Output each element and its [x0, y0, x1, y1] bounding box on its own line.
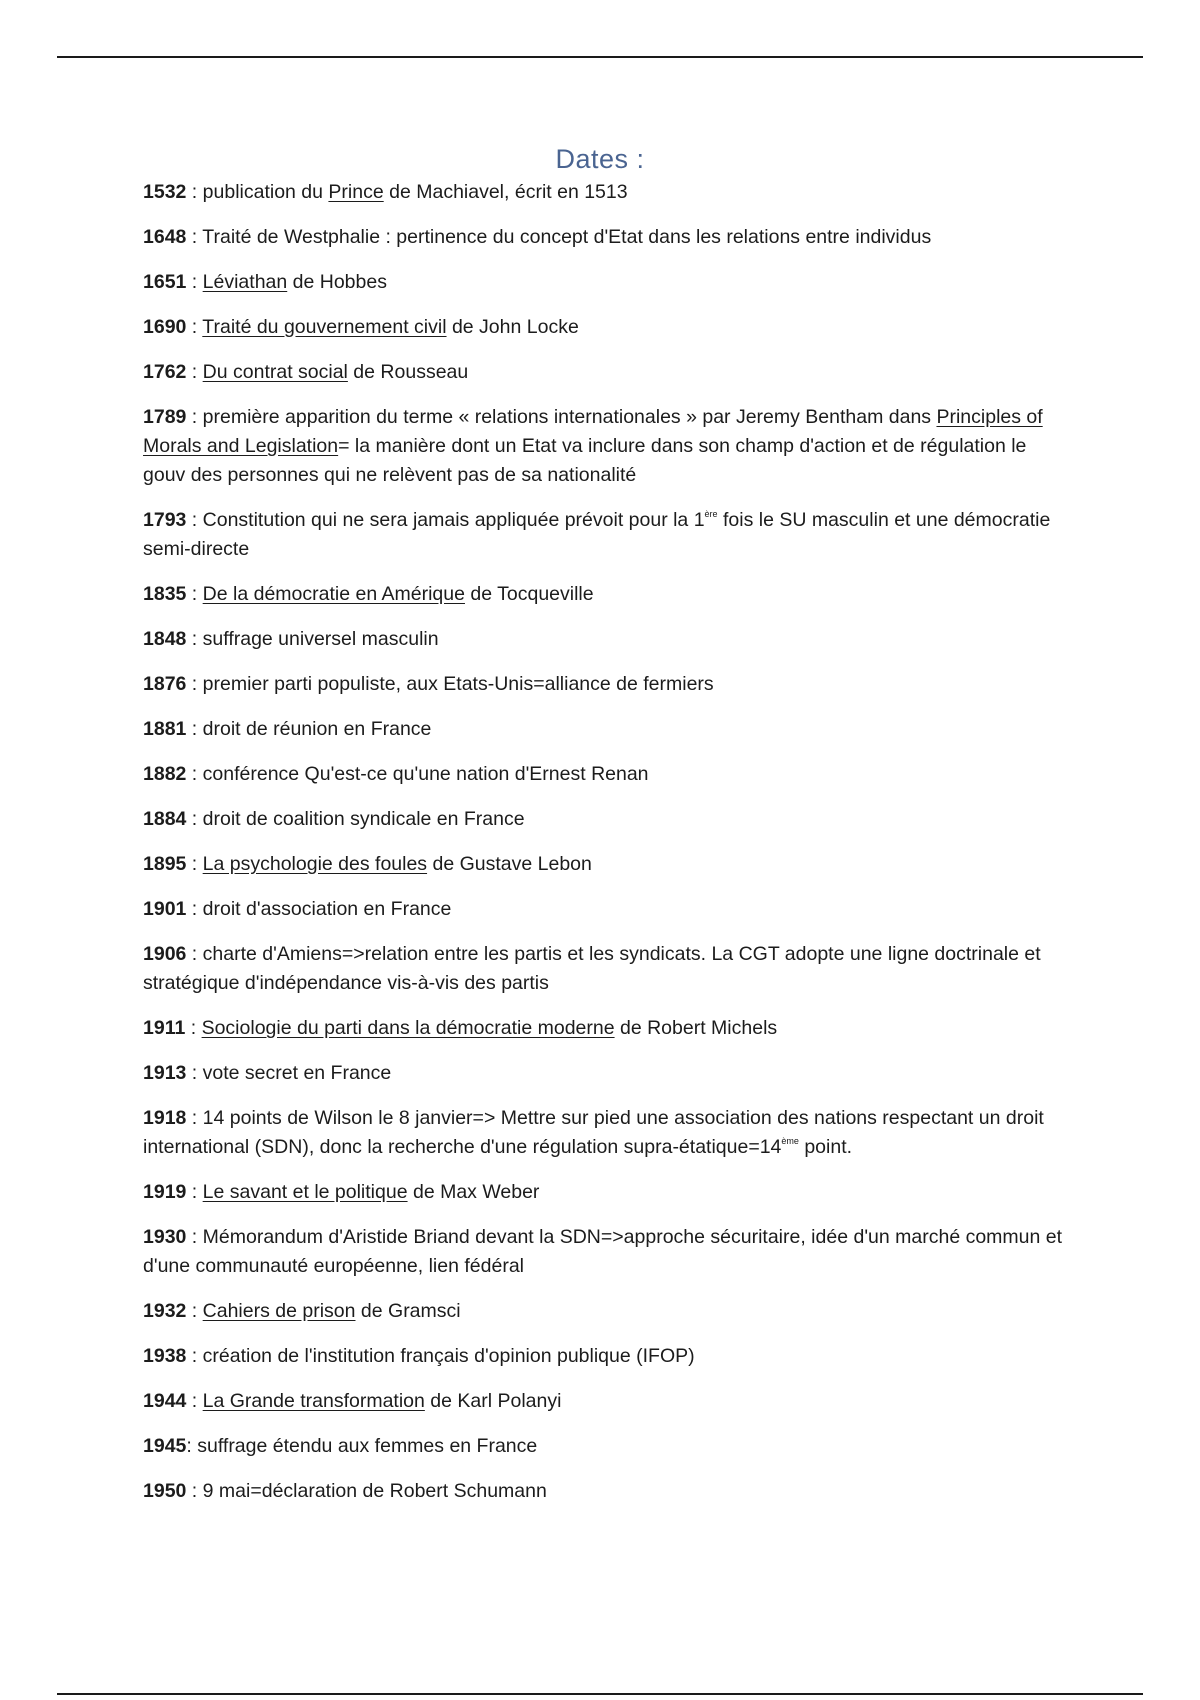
entry-text: point.: [798, 1136, 853, 1158]
entry-separator: :: [186, 361, 203, 383]
entry-separator: :: [186, 673, 203, 695]
entry-text: suffrage universel masculin: [202, 628, 439, 650]
date-entry: [143, 1104, 1063, 1162]
entry-text: Mémorandum d'Aristide Briand devant la SDN=>approche sécuritaire, idée d'un marché commun et d'une communauté européenne, lien fédéral: [143, 1226, 1063, 1277]
work-title: Prince: [328, 181, 384, 203]
date-entry: [143, 1059, 1063, 1088]
entry-year: 1532: [143, 181, 187, 203]
work-title: Le savant et le politique: [202, 1181, 408, 1203]
entry-year: 1944: [143, 1390, 187, 1412]
entry-year: 1911: [143, 1017, 186, 1039]
ordinal-suffix: ère: [704, 509, 718, 519]
entry-text: suffrage étendu aux femmes en France: [197, 1435, 538, 1457]
entry-separator: :: [186, 406, 203, 428]
entry-year: 1876: [143, 673, 187, 695]
date-entry: [143, 403, 1063, 490]
entry-separator: :: [186, 1062, 203, 1084]
entry-separator: :: [186, 853, 203, 875]
work-title: Principles of Morals and Legislation: [143, 406, 1043, 457]
dates-list: [143, 178, 1063, 1522]
work-title: De la démocratie en Amérique: [202, 583, 465, 605]
entry-separator: :: [186, 763, 203, 785]
entry-separator: :: [186, 1226, 203, 1248]
work-title: Léviathan: [202, 271, 288, 293]
entry-separator: :: [186, 316, 203, 338]
entry-separator: :: [186, 226, 203, 248]
entry-text: Constitution qui ne sera jamais appliquée prévoit pour la 1: [202, 509, 705, 531]
date-entry: [143, 805, 1063, 834]
date-entry: [143, 1223, 1063, 1281]
date-entry: [143, 760, 1063, 789]
entry-year: 1906: [143, 943, 187, 965]
entry-text: de Machiavel, écrit en 1513: [383, 181, 628, 203]
entry-year: 1882: [143, 763, 187, 785]
entry-text: de Gramsci: [355, 1300, 461, 1322]
entry-separator: :: [186, 271, 203, 293]
entry-separator: :: [186, 943, 203, 965]
work-title: Cahiers de prison: [202, 1300, 356, 1322]
entry-text: création de l'institution français d'opinion publique (IFOP): [202, 1345, 695, 1367]
date-entry: [143, 1178, 1063, 1207]
date-entry: [143, 1477, 1063, 1506]
entry-year: 1651: [143, 271, 187, 293]
entry-separator: :: [185, 1017, 202, 1039]
entry-year: 1901: [143, 898, 187, 920]
date-entry: [143, 895, 1063, 924]
date-entry: [143, 580, 1063, 609]
date-entry: [143, 223, 1063, 252]
date-entry: [143, 178, 1063, 207]
entry-separator: :: [186, 808, 203, 830]
entry-text: 9 mai=déclaration de Robert Schumann: [202, 1480, 547, 1502]
date-entry: [143, 715, 1063, 744]
entry-text: fois le SU masculin et une démocratie semi-directe: [143, 509, 1051, 560]
date-entry: [143, 1432, 1063, 1461]
entry-text: = la manière dont un Etat va inclure dans son champ d'action et de régulation le gouv des personnes qui ne relèvent pas de sa nationalité: [143, 435, 1027, 486]
entry-text: de Karl Polanyi: [424, 1390, 562, 1412]
entry-year: 1690: [143, 316, 187, 338]
work-title: La Grande transformation: [202, 1390, 425, 1412]
entry-year: 1762: [143, 361, 187, 383]
date-entry: [143, 1014, 1063, 1043]
entry-text: première apparition du terme « relations internationales » par Jeremy Bentham dans: [202, 406, 937, 428]
entry-text: vote secret en France: [202, 1062, 392, 1084]
entry-text: premier parti populiste, aux Etats-Unis=alliance de fermiers: [202, 673, 714, 695]
entry-year: 1918: [143, 1107, 187, 1129]
date-entry: [143, 1342, 1063, 1371]
date-entry: [143, 1297, 1063, 1326]
entry-separator: :: [186, 898, 203, 920]
entry-separator: :: [186, 1390, 203, 1412]
footer-rule: [57, 1693, 1143, 1695]
work-title: Sociologie du parti dans la démocratie moderne: [201, 1017, 615, 1039]
header-rule: [57, 56, 1143, 58]
entry-year: 1950: [143, 1480, 187, 1502]
entry-text: charte d'Amiens=>relation entre les partis et les syndicats. La CGT adopte une ligne doctrinale et stratégique d'indépendance vis-à-vis des partis: [143, 943, 1041, 994]
entry-year: 1945: [143, 1435, 187, 1457]
date-entry: [143, 313, 1063, 342]
work-title: Traité du gouvernement civil: [202, 316, 447, 338]
entry-separator: :: [186, 1107, 203, 1129]
date-entry: [143, 670, 1063, 699]
entry-year: 1895: [143, 853, 187, 875]
entry-text: de Robert Michels: [614, 1017, 778, 1039]
entry-text: de Gustave Lebon: [427, 853, 592, 875]
entry-text: droit de coalition syndicale en France: [202, 808, 525, 830]
entry-year: 1881: [143, 718, 187, 740]
entry-separator: :: [186, 718, 203, 740]
entry-text: conférence Qu'est-ce qu'une nation d'Ernest Renan: [202, 763, 649, 785]
entry-separator: :: [186, 1345, 203, 1367]
entry-year: 1835: [143, 583, 187, 605]
entry-year: 1884: [143, 808, 187, 830]
entry-separator: :: [186, 1181, 203, 1203]
entry-text: 14 points de Wilson le 8 janvier=> Mettre sur pied une association des nations respectant un droit international (SDN), donc la recherche d'une régulation supra-étatique=14: [143, 1107, 1044, 1158]
entry-text: publication du: [202, 181, 329, 203]
ordinal-suffix: ème: [781, 1136, 799, 1146]
date-entry: [143, 940, 1063, 998]
entry-text: Traité de Westphalie : pertinence du concept d'Etat dans les relations entre individus: [202, 226, 932, 248]
entry-year: 1932: [143, 1300, 187, 1322]
entry-year: 1919: [143, 1181, 187, 1203]
entry-separator: :: [186, 583, 203, 605]
entry-separator: :: [186, 628, 203, 650]
entry-text: de Max Weber: [407, 1181, 540, 1203]
entry-separator: :: [186, 1435, 198, 1457]
entry-separator: :: [186, 509, 203, 531]
entry-year: 1848: [143, 628, 187, 650]
entry-text: de John Locke: [446, 316, 579, 338]
date-entry: [143, 850, 1063, 879]
entry-year: 1930: [143, 1226, 187, 1248]
entry-separator: :: [186, 1300, 203, 1322]
date-entry: [143, 625, 1063, 654]
entry-year: 1938: [143, 1345, 187, 1367]
entry-separator: :: [186, 181, 203, 203]
entry-text: droit de réunion en France: [202, 718, 432, 740]
date-entry: [143, 1387, 1063, 1416]
page-title: Dates :: [555, 144, 645, 174]
entry-year: 1913: [143, 1062, 187, 1084]
work-title: La psychologie des foules: [202, 853, 428, 875]
entry-separator: :: [186, 1480, 203, 1502]
entry-year: 1793: [143, 509, 187, 531]
entry-text: droit d'association en France: [202, 898, 452, 920]
work-title: Du contrat social: [202, 361, 348, 383]
entry-year: 1648: [143, 226, 187, 248]
entry-year: 1789: [143, 406, 187, 428]
date-entry: [143, 358, 1063, 387]
entry-text: de Hobbes: [287, 271, 387, 293]
date-entry: [143, 506, 1063, 564]
date-entry: [143, 268, 1063, 297]
entry-text: de Tocqueville: [464, 583, 594, 605]
entry-text: de Rousseau: [347, 361, 469, 383]
